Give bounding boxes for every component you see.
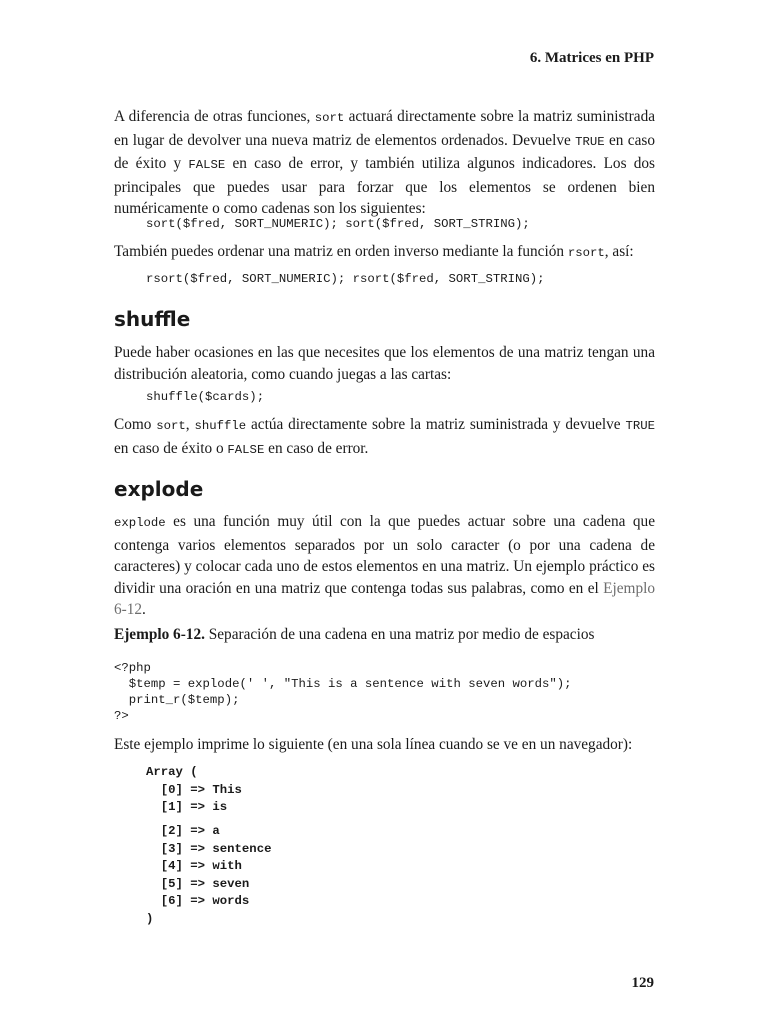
rsort-paragraph — [114, 241, 655, 265]
text: , así: — [604, 243, 634, 260]
text: Separación de una cadena en una matriz por medio de espacios — [204, 626, 595, 643]
inline-code: sort — [156, 419, 186, 433]
example-link[interactable]: Ejemplo 6-12 — [114, 579, 655, 618]
text: en caso de éxito o — [114, 439, 228, 457]
inline-code: TRUE — [575, 134, 605, 149]
inline-code: explode — [114, 516, 166, 530]
text: A diferencia de otras funciones, — [114, 108, 315, 125]
output-block-top: Array ( [0] => This [1] => is — [146, 765, 242, 814]
text: También puedes ordenar una matriz en orden inverso mediante la función — [114, 243, 568, 260]
sort-paragraph — [114, 106, 655, 220]
inline-code: FALSE — [188, 158, 226, 172]
inline-code: rsort — [567, 246, 605, 260]
example-caption — [114, 624, 655, 645]
text: Como — [114, 416, 157, 433]
inline-code: shuffle — [194, 419, 247, 433]
shuffle-intro: Puede haber ocasiones en las que necesites que los elementos de una matriz tengan una distribución aleatoria, como cuando juegas a las cartas: — [114, 344, 655, 383]
section-heading-explode: explode — [114, 477, 204, 501]
code-sort: sort($fred, SORT_NUMERIC); sort($fred, SORT_STRING); — [146, 217, 530, 231]
code-shuffle: shuffle($cards); — [146, 390, 265, 404]
output-block-bottom: [2] => a [3] => sentence [4] => with [5] => seven [6] => words ) — [146, 824, 272, 926]
section-heading-shuffle: shuffle — [114, 307, 191, 331]
text: en caso de error. — [264, 439, 369, 457]
output-intro: Este ejemplo imprime lo siguiente (en una sola línea cuando se ve en un navegador): — [114, 736, 633, 753]
text: . — [142, 601, 146, 618]
text: actúa directamente sobre la matriz suministrada y devuelve — [246, 416, 626, 433]
example-label: Ejemplo 6-12. — [114, 626, 205, 643]
explode-paragraph — [114, 511, 655, 621]
text: es una función muy útil con la que puedes actuar sobre una cadena que contenga varios elementos separados por un solo caracter (o por una cadena de caracteres) y colocar cada uno de estos elementos en una matriz. Un ejemplo práctico es dividir una oración en una matriz que contenga todas sus palabras, como en el — [114, 513, 655, 597]
text: en caso de éxito y — [114, 131, 655, 172]
inline-code: sort — [314, 111, 345, 125]
text: en caso de error, y también utiliza algunos indicadores. Los dos principales que puedes usar para forzar que los elementos se ordenen bien numéricamente o como cadenas son los siguientes: — [114, 155, 655, 217]
text: , — [185, 416, 195, 433]
inline-code: FALSE — [227, 442, 265, 457]
running-header: 6. Matrices en PHP — [529, 50, 654, 66]
text: actuará directamente sobre la matriz suministrada en lugar de devolver una nueva matriz de elementos ordenados. Devuelve — [114, 108, 656, 149]
inline-code: TRUE — [625, 419, 655, 433]
page-number: 129 — [631, 975, 654, 991]
example-code: <?php $temp = explode(' ', "This is a sentence with seven words"); print_r($temp); ?> — [114, 661, 572, 723]
code-rsort: rsort($fred, SORT_NUMERIC); rsort($fred, SORT_STRING); — [146, 272, 545, 286]
shuffle-paragraph — [114, 414, 655, 461]
